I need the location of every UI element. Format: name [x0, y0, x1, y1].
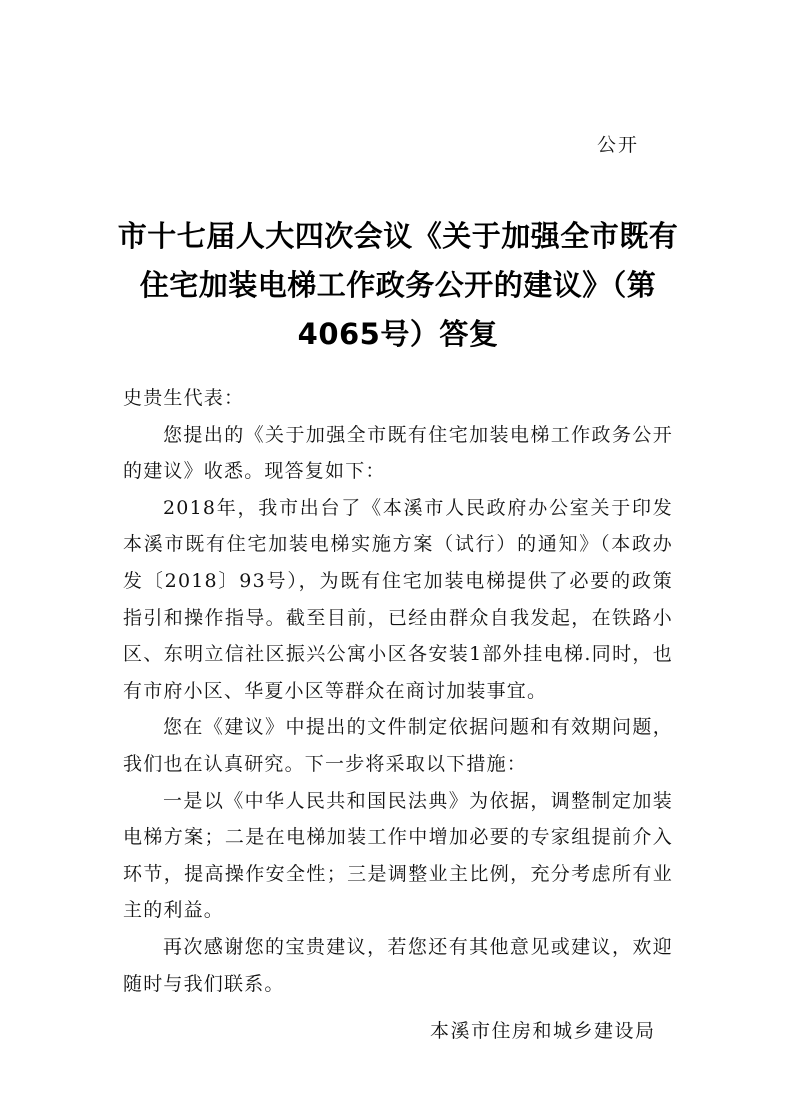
document-body	[123, 380, 673, 1002]
body-paragraph-4: 一是以《中华人民共和国民法典》为依据，调整制定加装电梯方案；二是在电梯加装工作中增加必要的专家组提前介入环节，提高操作安全性；三是调整业主比例，充分考虑所有业主的利益。	[123, 789, 673, 922]
body-paragraph-1: 您提出的《关于加强全市既有住宅加装电梯工作政务公开的建议》收悉。现答复如下：	[123, 423, 673, 483]
disclosure-label: 公开	[597, 134, 640, 156]
document-title: 市十七届人大四次会议《关于加强全市既有住宅加装电梯工作政务公开的建议》（第4065号）答复	[117, 219, 679, 351]
signature-organization: 本溪市住房和城乡建设局	[430, 1020, 656, 1042]
salutation: 史贵生代表：	[123, 387, 245, 409]
body-paragraph-3: 您在《建议》中提出的文件制定依据问题和有效期问题，我们也在认真研究。下一步将采取以下措施：	[123, 716, 673, 775]
body-paragraph-2: 2018年，我市出台了《本溪市人民政府办公室关于印发本溪市既有住宅加装电梯实施方案（试行）的通知》（本政办发〔2018〕93号），为既有住宅加装电梯提供了必要的政策指引和操作指导。截至目前，已经由群众自我发起，在铁路小区、东明立信社区振兴公寓小区各安装1部外挂电梯.同时，也有市府小区、华夏小区等群众在商讨加装事宜。	[123, 496, 673, 702]
body-paragraph-5: 再次感谢您的宝贵建议，若您还有其他意见或建议，欢迎随时与我们联系。	[123, 935, 673, 995]
